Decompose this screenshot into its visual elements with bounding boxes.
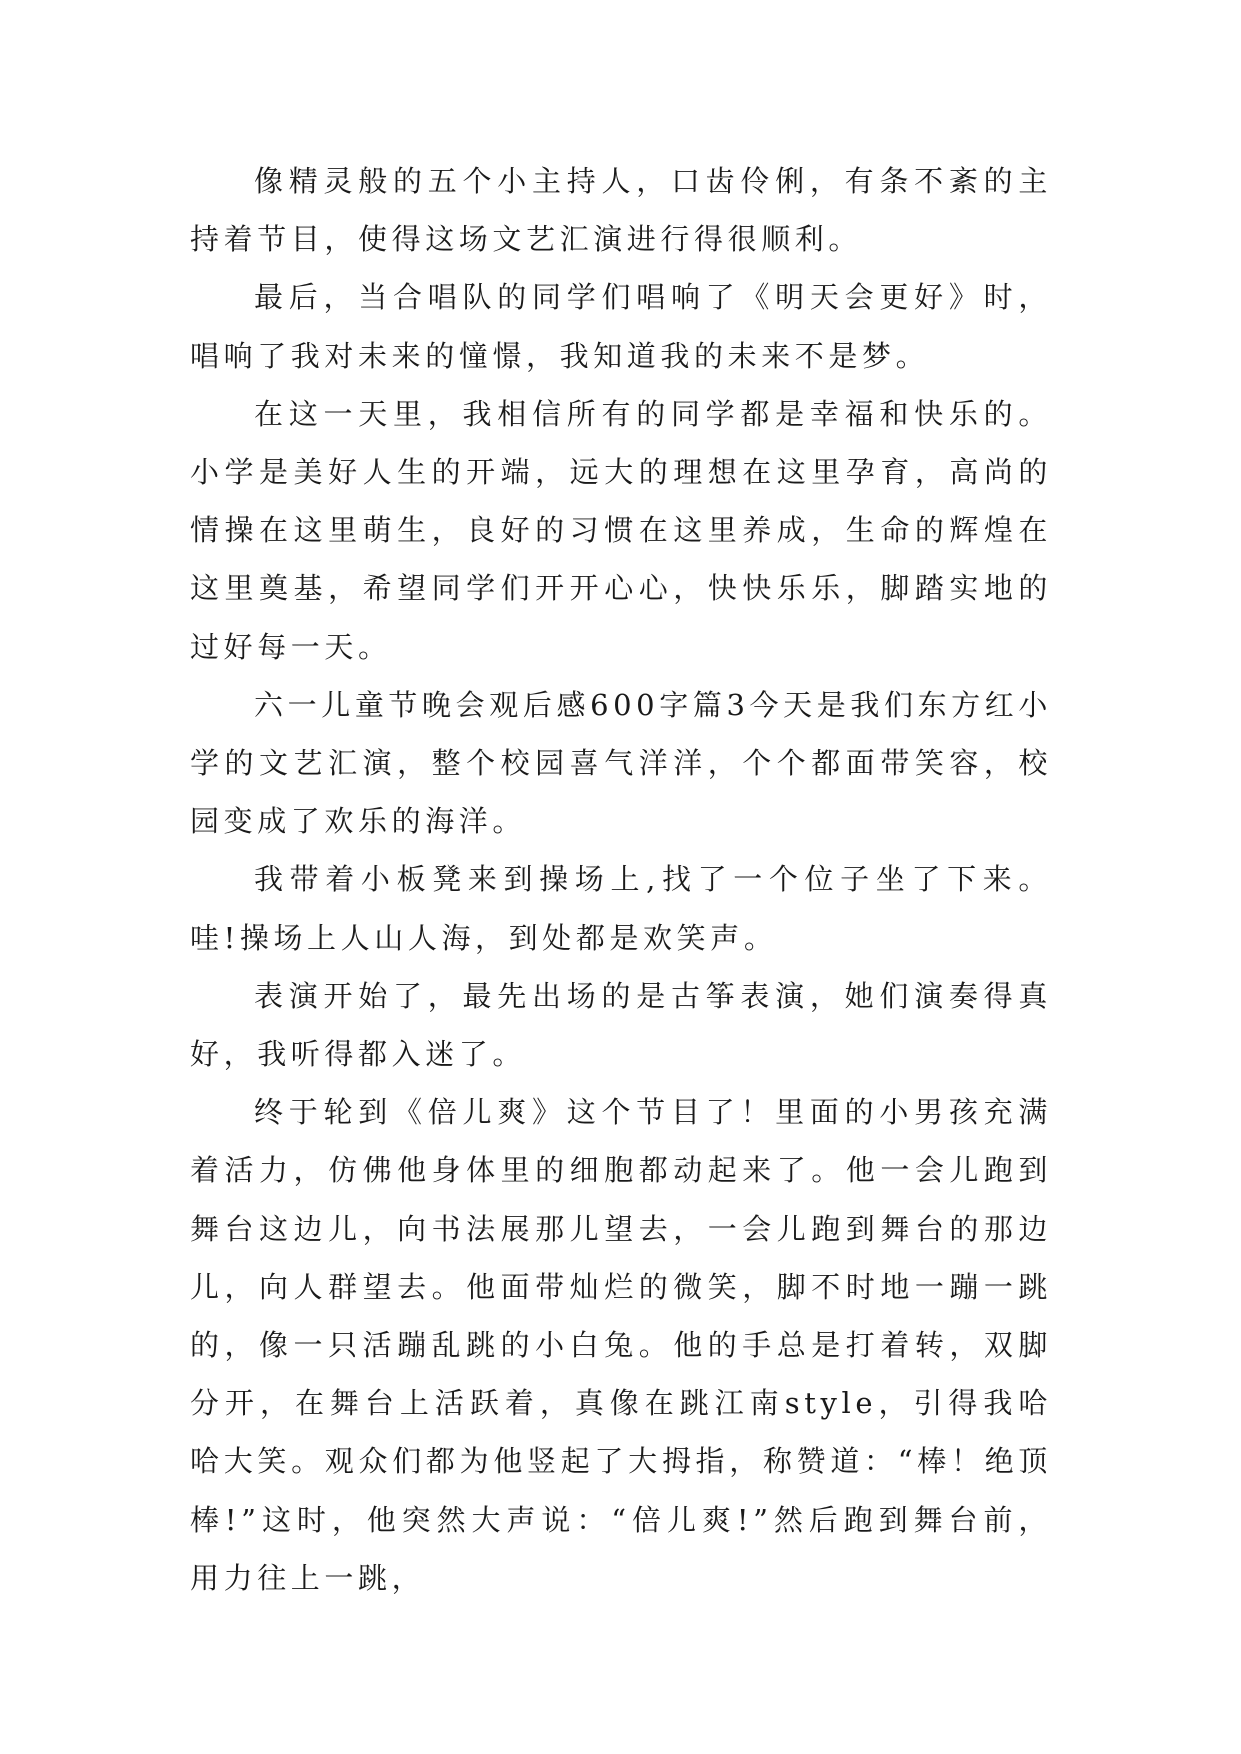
paragraph: 终于轮到《倍儿爽》这个节目了！里面的小男孩充满着活力，仿佛他身体里的细胞都动起来了。他一会儿跑到舞台这边儿，向书法展那儿望去，一会儿跑到舞台的那边儿，向人群望去。他面带灿烂的微笑，脚不时地一蹦一跳的，像一只活蹦乱跳的小白兔。他的手总是打着转，双脚分开，在舞台上活跃着，真像在跳江南style，引得我哈哈大笑。观众们都为他竖起了大拇指，称赞道：“棒！绝顶棒!”这时，他突然大声说：“倍儿爽!”然后跑到舞台前，用力往上一跳， bbox=[190, 1095, 1052, 1595]
paragraph: 最后，当合唱队的同学们唱响了《明天会更好》时，唱响了我对未来的憧憬，我知道我的未来不是梦。 bbox=[190, 280, 1052, 373]
paragraph: 我带着小板凳来到操场上,找了一个位子坐了下来。哇!操场上人山人海，到处都是欢笑声。 bbox=[190, 862, 1052, 955]
paragraph: 六一儿童节晚会观后感600字篇3今天是我们东方红小学的文艺汇演，整个校园喜气洋洋，个个都面带笑容，校园变成了欢乐的海洋。 bbox=[190, 687, 1052, 839]
paragraph: 表演开始了，最先出场的是古筝表演，她们演奏得真好，我听得都入迷了。 bbox=[190, 978, 1052, 1072]
document-body bbox=[190, 152, 1052, 1607]
paragraph: 像精灵般的五个小主持人，口齿伶俐，有条不紊的主持着节目，使得这场文艺汇演进行得很顺利。 bbox=[190, 164, 1052, 257]
paragraph: 在这一天里，我相信所有的同学都是幸福和快乐的。小学是美好人生的开端，远大的理想在这里孕育，高尚的情操在这里萌生，良好的习惯在这里养成，生命的辉煌在这里奠基，希望同学们开开心心，快快乐乐，脚踏实地的过好每一天。 bbox=[190, 396, 1052, 664]
